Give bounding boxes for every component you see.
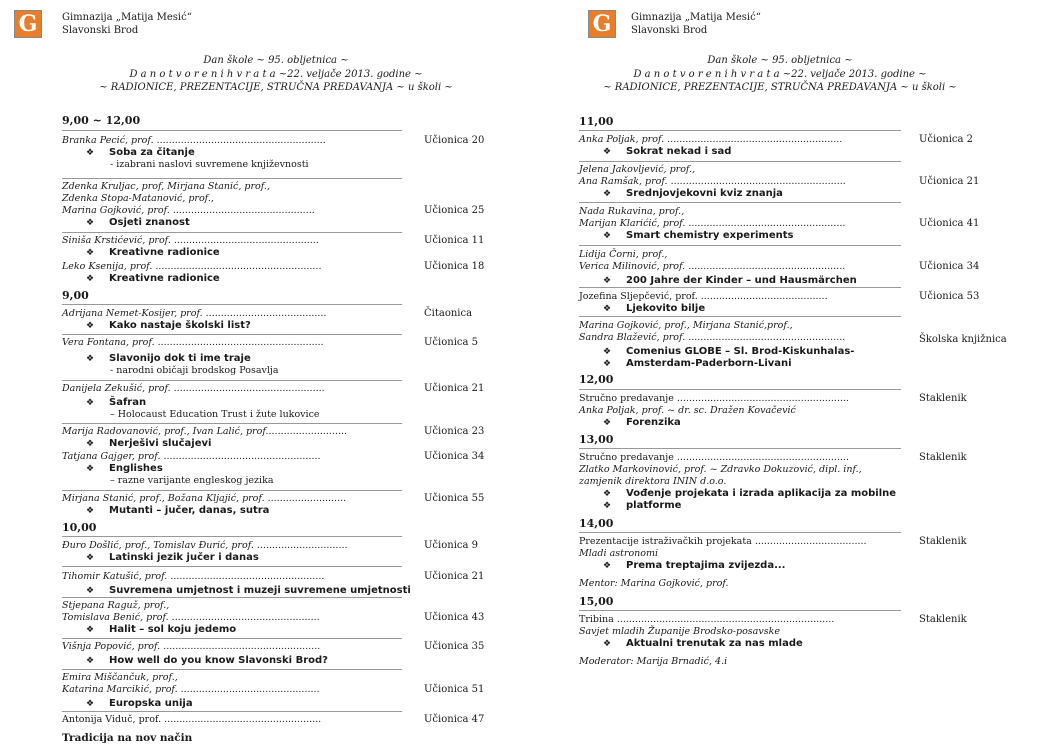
- divider: [62, 669, 402, 670]
- schedule-entry: Emira Miščančuk, prof., Katarina Marcikić, prof. .............................................. Učionica 51 ❖ Europska unija: [62, 672, 502, 710]
- time-heading: 9,00 ~ 12,00: [62, 114, 141, 127]
- divider: [579, 610, 901, 611]
- schedule-entry: Adrijana Nemet-Kosijer, prof. ........................................ Čitaonica ❖ Kako nastaje školski list?: [62, 308, 502, 332]
- schedule-entry: Jelena Jakovljević, prof., Ana Ramšak, prof. .......................................................... Učionica 21 ❖ Srednjovjekovni kviz znanja: [579, 164, 1029, 200]
- time-heading: 12,00: [579, 373, 614, 386]
- left-page: [18, 0, 502, 744]
- time-heading: 9,00: [62, 289, 89, 302]
- schedule-entry: Mirjana Stanić, prof., Božana Kljajić, prof. .......................... Učionica 55 ❖ Mutanti – jučer, danas, sutra: [62, 493, 502, 517]
- page-header: Dan škole ~ 95. obljetnica ~ D a n o t v o r e n i h v r a t a ~22. veljače 2013. godine ~ ~ RADIONICE, PREZENTACIJE, STRUČNA PREDAVANJA ~ u školi ~: [99, 55, 453, 93]
- schedule-entry: Lidija Čorni, prof., Verica Milinović, prof. .................................................... Učionica 34 ❖ 200 Jahre der Kinder – und Hausmärchen: [579, 249, 1029, 287]
- divider: [579, 202, 901, 203]
- divider: [579, 316, 901, 317]
- schedule-entry: Tribina ........................................................................ Savjet mladih Županije Brodsko-posavske Staklenik ❖ Aktualni trenutak za nas mlade Moderator: Marija Brnadić, 4.i: [579, 614, 1029, 668]
- schedule-entry: Siniša Krstićević, prof. ................................................ Učionica 11 ❖ Kreativne radionice: [62, 235, 502, 259]
- divider: [62, 334, 402, 335]
- divider: [62, 380, 402, 381]
- divider: [62, 130, 402, 131]
- divider: [62, 711, 402, 712]
- time-heading: 13,00: [579, 433, 614, 446]
- schedule-entry: Marija Radovanović, prof., Ivan Lalić, prof........................... Učionica 23 ❖ Nerješivi slučajevi: [62, 426, 502, 450]
- school-name: Gimnazija „Matija Mesić“ Slavonski Brod: [62, 12, 192, 36]
- divider: [579, 245, 901, 246]
- schedule-entry: Antonija Viduč, prof. .................................................... Učionica 47 Tradicija na nov način: [62, 714, 485, 744]
- schedule-entry: Branka Pecić, prof. ........................................................ Učionica 20 ❖ Soba za čitanje - izabrani naslovi suvremene književnosti: [62, 135, 502, 171]
- divider: [62, 536, 402, 537]
- schedule-entry: Danijela Zekušić, prof. .................................................. Učionica 21 ❖ Šafran – Holocaust Education Trust i žute lukovice: [62, 383, 502, 421]
- divider: [62, 566, 402, 567]
- school-logo-icon: G: [588, 10, 616, 38]
- schedule-entry: Prezentacije istraživačkih projekata ..................................... Mladi astronomi Staklenik ❖ Prema treptajima zvijezda... Mentor: Marina Gojković, prof.: [579, 536, 1029, 590]
- divider: [62, 304, 402, 305]
- schedule-entry: Tihomir Katušić, prof. ................................................... Učionica 21 ❖ Suvremena umjetnost i muzeji suvremene umjetnosti: [62, 571, 502, 597]
- schedule-entry: Marina Gojković, prof., Mirjana Stanić,prof., Sandra Blažević, prof. .................................................... Školska knjižnica ❖ Comenius GLOBE – Sl. Brod-Kiskunhalas- ❖ Amsterdam-Paderborn-Livani: [579, 320, 1029, 370]
- divider: [62, 232, 402, 233]
- divider: [62, 597, 402, 598]
- divider: [579, 389, 901, 390]
- schedule-entry: Tatjana Gajger, prof. .................................................... Učionica 34 ❖ Englishes – razne varijante engleskog jezika: [62, 451, 502, 487]
- page-header: Dan škole ~ 95. obljetnica ~ D a n o t v o r e n i h v r a t a ~22. veljače 2013. godine ~ ~ RADIONICE, PREZENTACIJE, STRUČNA PREDAVANJA ~ u školi ~: [603, 55, 957, 93]
- schedule-entry: Vera Fontana, prof. ....................................................... Učionica 5 ❖ Slavonijo dok ti ime traje - narodni običaji brodskog Posavlja: [62, 337, 502, 377]
- divider: [579, 532, 901, 533]
- schedule-entry: Nada Rukavina, prof., Marijan Klarićić, prof. .................................................... Učionica 41 ❖ Smart chemistry experiments: [579, 206, 1029, 242]
- schedule-entry: Stručno predavanje ......................................................... Zlatko Markovinović, prof. ~ Zdravko Dokuzović, dipl. inf., zamjenik direktora ININ d.o.o. Staklenik ❖ Vođenje projekata i izrada aplikacija za mobilne ❖ platforme: [579, 452, 1029, 512]
- schedule-entry: Stručno predavanje ......................................................... Anka Poljak, prof. ~ dr. sc. Dražen Kovačević Staklenik ❖ Forenzika: [579, 393, 1029, 429]
- schedule-entry: Višnja Popović, prof. .................................................... Učionica 35 ❖ How well do you know Slavonski Brod?: [62, 641, 502, 667]
- divider: [62, 490, 402, 491]
- right-page: [579, 0, 1029, 741]
- divider: [62, 178, 402, 179]
- divider: [579, 130, 901, 131]
- time-heading: 10,00: [62, 521, 97, 534]
- time-heading: 11,00: [579, 115, 614, 128]
- divider: [62, 423, 402, 424]
- schedule-entry: Jozefina Sljepčević, prof. .......................................... Učionica 53 ❖ Ljekovito bilje: [579, 291, 1029, 315]
- school-logo-icon: G: [14, 10, 42, 38]
- school-name: Gimnazija „Matija Mesić“ Slavonski Brod: [631, 12, 761, 36]
- divider: [62, 638, 402, 639]
- divider: [579, 287, 901, 288]
- schedule-entry: Zdenka Kruljac, prof, Mirjana Stanić, prof., Zdenka Stopa-Matanović, prof., Marina Gojković, prof. ............................................... Učionica 25 ❖ Osjeti znanost: [62, 181, 502, 229]
- schedule-entry: Stjepana Raguž, prof., Tomislava Benić, prof. ................................................. Učionica 43 ❖ Halit – sol koju jedemo: [62, 600, 502, 636]
- schedule-entry: Đuro Došlić, prof., Tomislav Đurić, prof. .............................. Učionica 9 ❖ Latinski jezik jučer i danas: [62, 540, 502, 564]
- divider: [579, 161, 901, 162]
- divider: [579, 448, 901, 449]
- schedule-entry: Leko Ksenija, prof. ....................................................... Učionica 18 ❖ Kreativne radionice: [62, 261, 502, 285]
- schedule-entry: Anka Poljak, prof. .......................................................... Učionica 2 ❖ Sokrat nekad i sad: [579, 134, 1029, 158]
- time-heading: 14,00: [579, 517, 614, 530]
- time-heading: 15,00: [579, 595, 614, 608]
